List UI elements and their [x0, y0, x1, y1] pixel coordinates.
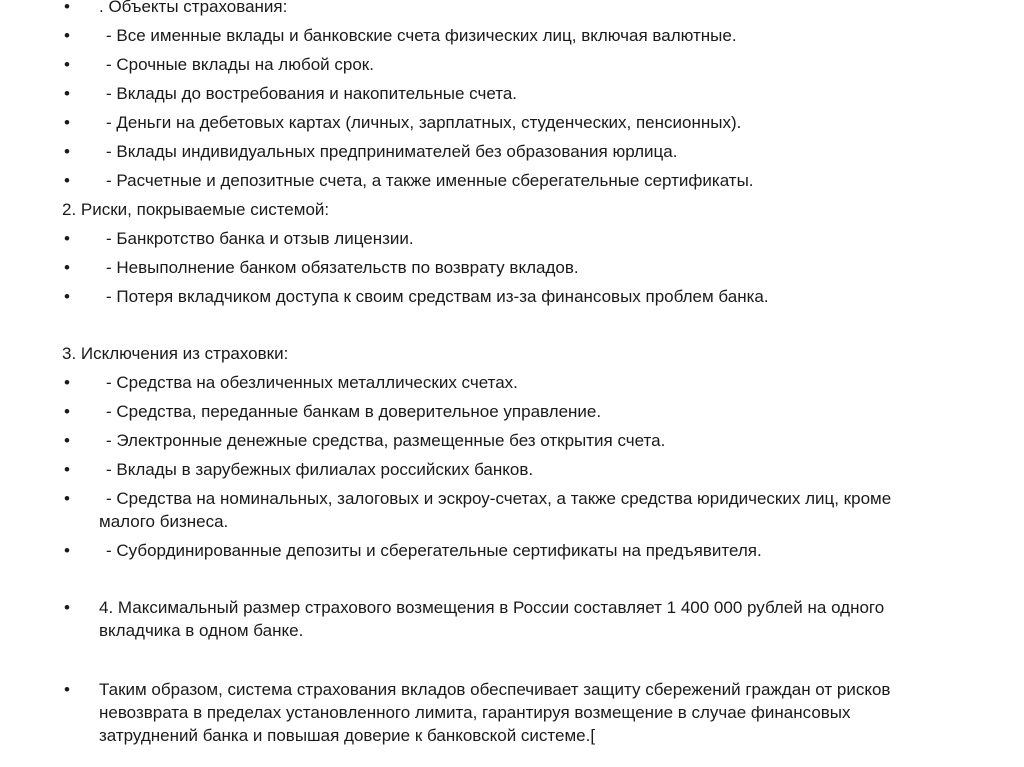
- bullet: •: [64, 680, 70, 699]
- list-item-text: - Электронные денежные средства, размещенные без открытия счета.: [106, 431, 666, 450]
- list-item-text: - Субординированные депозиты и сберегательные сертификаты на предъявителя.: [106, 541, 762, 560]
- list-item-text: - Вклады до востребования и накопительные счета.: [106, 84, 518, 103]
- bullet: •: [64, 55, 70, 74]
- list-item-text: - Средства, переданные банкам в доверительное управление.: [106, 402, 602, 421]
- bullet: •: [64, 113, 70, 132]
- list-item-text: - Срочные вклады на любой срок.: [106, 55, 374, 74]
- bullet: •: [64, 171, 70, 190]
- list-item-text: 4. Максимальный размер страхового возмещения в России составляет 1 400 000 рублей на одного: [99, 598, 885, 617]
- bullet: •: [64, 541, 70, 560]
- list-item-text: - Потеря вкладчиком доступа к своим средствам из-за финансовых проблем банка.: [106, 287, 769, 306]
- section-heading: 2. Риски, покрываемые системой:: [62, 200, 330, 219]
- section-heading: . Объекты страхования:: [99, 0, 288, 16]
- bullet: •: [64, 431, 70, 450]
- bullet: •: [64, 142, 70, 161]
- list-item-text: вкладчика в одном банке.: [99, 621, 304, 640]
- list-item-text: - Деньги на дебетовых картах (личных, зарплатных, студенческих, пенсионных).: [106, 113, 742, 132]
- bullet: •: [64, 229, 70, 248]
- section-heading: 3. Исключения из страховки:: [62, 344, 289, 363]
- bullet: •: [64, 460, 70, 479]
- bullet: •: [64, 489, 70, 508]
- list-item-text: - Банкротство банка и отзыв лицензии.: [106, 229, 414, 248]
- list-item-text: - Вклады индивидуальных предпринимателей без образования юрлица.: [106, 142, 678, 161]
- bullet: •: [64, 0, 70, 16]
- list-item-text: - Все именные вклады и банковские счета физических лиц, включая валютные.: [106, 26, 737, 45]
- bullet: •: [64, 26, 70, 45]
- list-item-text: - Средства на номинальных, залоговых и эскроу-счетах, а также средства юридических лиц, кроме: [106, 489, 892, 508]
- list-item-text: невозврата в пределах установленного лимита, гарантируя возмещение в случае финансовых: [99, 703, 851, 722]
- bullet: •: [64, 84, 70, 103]
- list-item-text: - Средства на обезличенных металлических счетах.: [106, 373, 518, 392]
- list-item-text: затруднений банка и повышая доверие к банковской системе.[: [99, 726, 596, 745]
- list-item-text: малого бизнеса.: [99, 512, 229, 531]
- list-item-text: Таким образом, система страхования вкладов обеспечивает защиту сбережений граждан от рисков: [99, 680, 891, 699]
- bullet: •: [64, 373, 70, 392]
- bullet: •: [64, 287, 70, 306]
- bullet: •: [64, 258, 70, 277]
- bullet: •: [64, 598, 70, 617]
- bullet: •: [64, 402, 70, 421]
- list-item-text: - Невыполнение банком обязательств по возврату вкладов.: [106, 258, 579, 277]
- list-item-text: - Расчетные и депозитные счета, а также именные сберегательные сертификаты.: [106, 171, 754, 190]
- list-item-text: - Вклады в зарубежных филиалах российских банков.: [106, 460, 534, 479]
